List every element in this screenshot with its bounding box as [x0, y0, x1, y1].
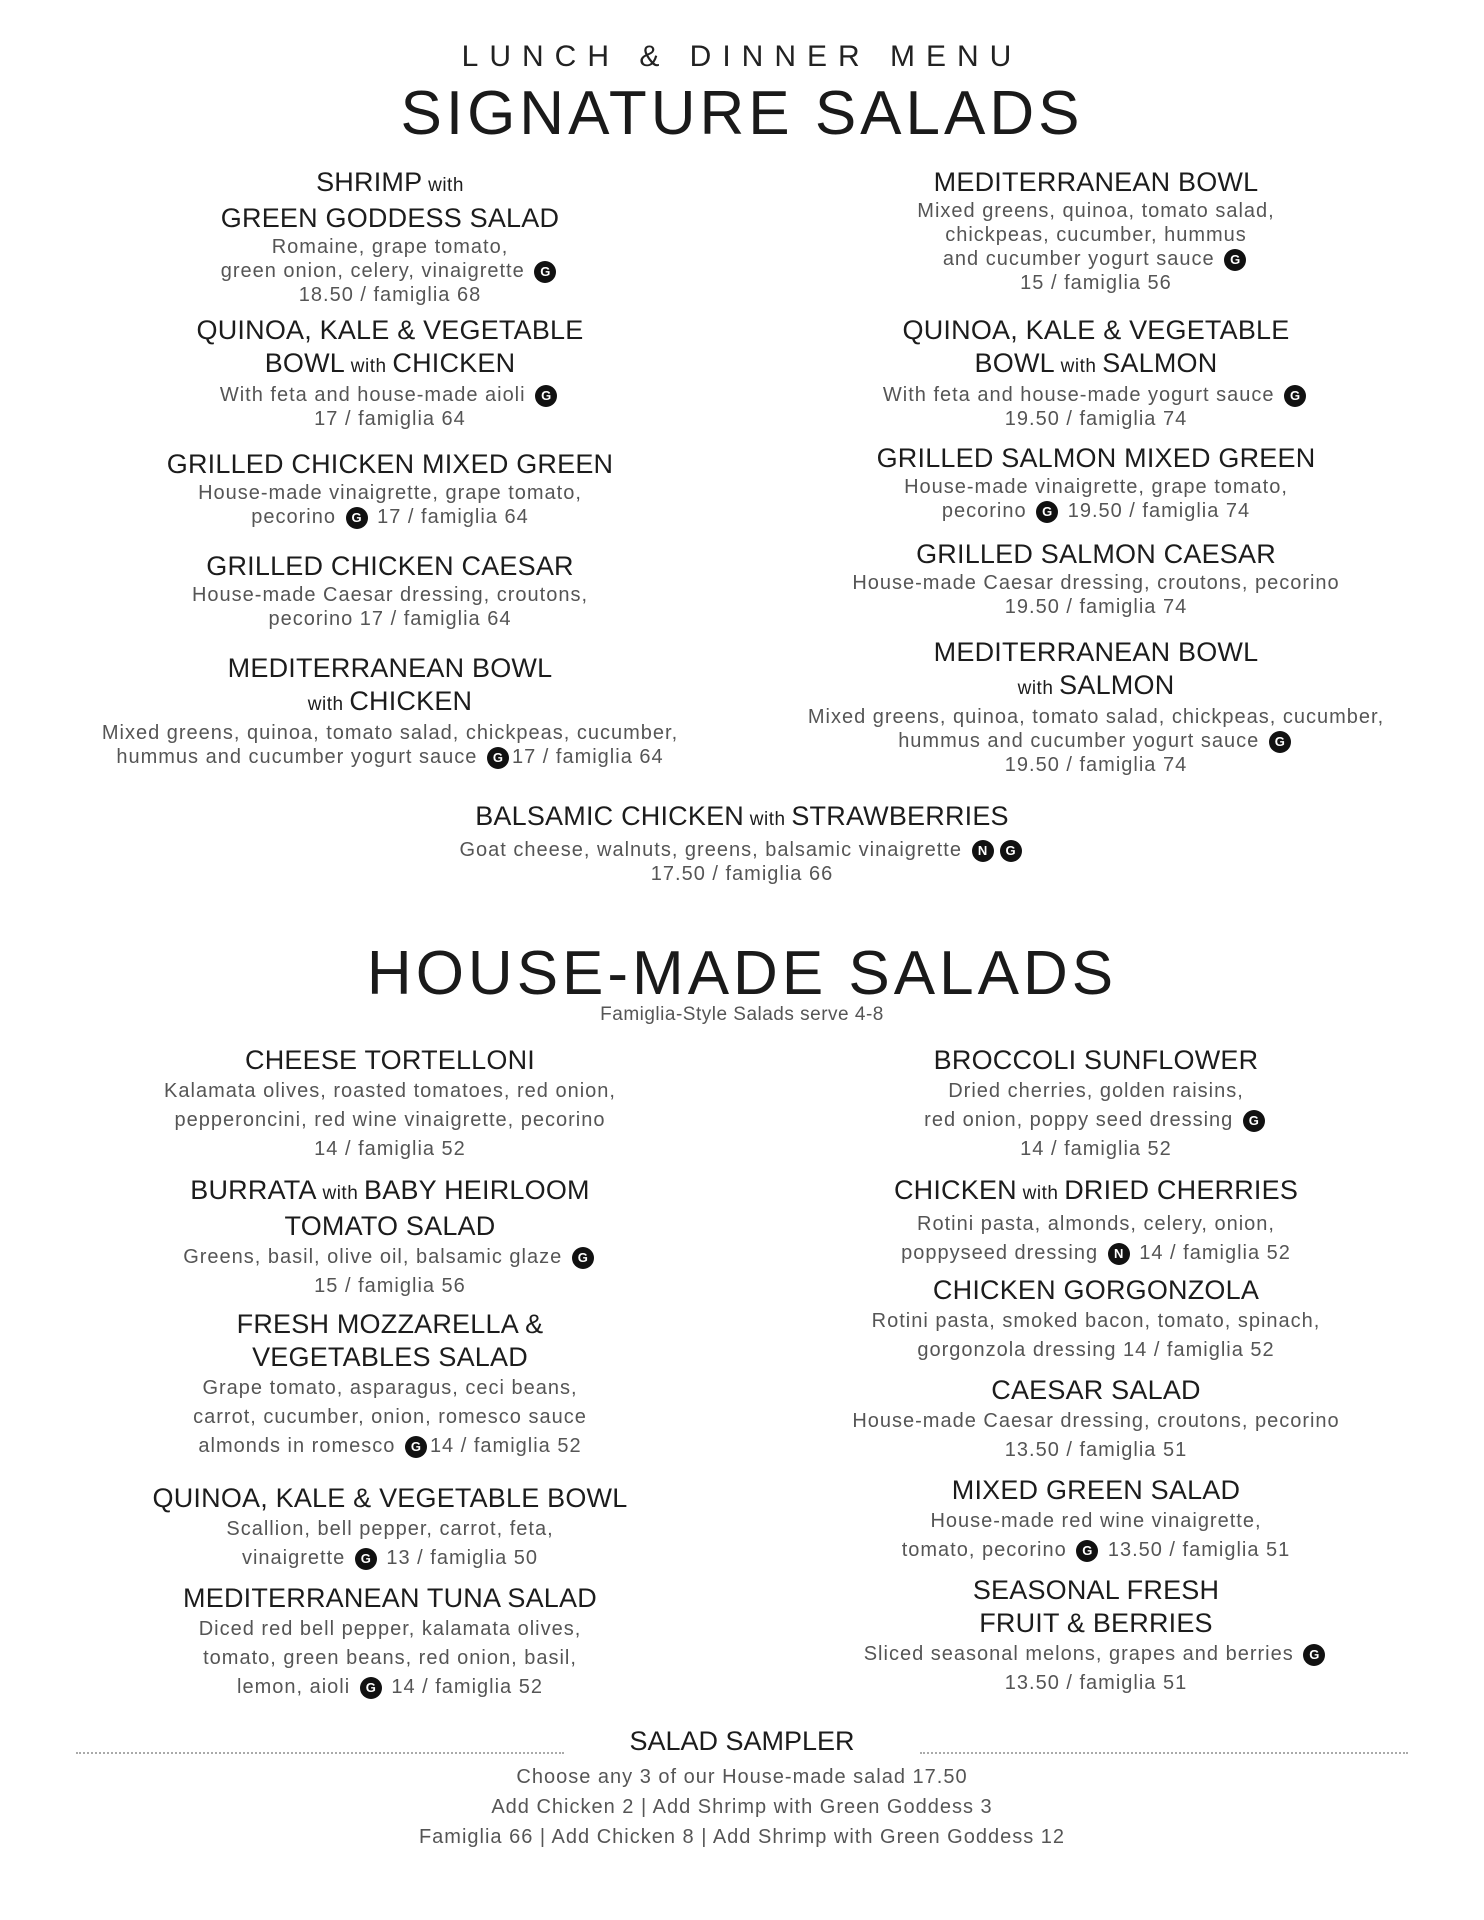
item-description-line2: tomato, pecorino G 13.50 / famiglia 51 — [901, 1539, 1291, 1561]
gluten-free-badge-icon: G — [1036, 501, 1058, 523]
gluten-free-badge-icon: G — [487, 747, 509, 769]
item-price: 15 / famiglia 56 — [1020, 272, 1172, 294]
item-description: Mixed greens, quinoa, tomato salad, — [917, 200, 1275, 222]
item-name: GRILLED SALMON MIXED GREEN — [876, 443, 1316, 473]
item-description-line3: almonds in romesco G 14 / famiglia 52 — [198, 1435, 582, 1457]
menu-item — [776, 1574, 1416, 1698]
sampler-line-2: Add Chicken 2 | Add Shrimp with Green Goddess 3 — [491, 1796, 993, 1818]
item-description-line2: chickpeas, cucumber, hummus — [945, 224, 1247, 246]
item-price: 19.50 / famiglia 74 — [1004, 596, 1188, 618]
item-price: 15 / famiglia 56 — [314, 1275, 466, 1297]
item-description-line3: and cucumber yogurt sauce G — [776, 247, 1416, 271]
item-name-line2: VEGETABLES SALAD — [252, 1342, 528, 1372]
item-description-line2: pepperoncini, red wine vinaigrette, pecorino — [174, 1109, 606, 1131]
gluten-free-badge-icon: G — [1243, 1110, 1265, 1132]
house-left-column — [70, 1044, 710, 1704]
item-name-line2: GREEN GODDESS SALAD — [220, 203, 560, 233]
item-description-line2: pecorino G 17 / famiglia 64 — [251, 506, 529, 528]
menu-item — [70, 314, 710, 431]
item-description-line2: hummus and cucumber yogurt sauce G 17 / famiglia 64 — [116, 746, 664, 768]
gluten-free-badge-icon: G — [534, 261, 556, 283]
sampler-line-3: Famiglia 66 | Add Chicken 8 | Add Shrimp with Green Goddess 12 — [418, 1826, 1066, 1848]
item-description-line2: pecorino 17 / famiglia 64 — [268, 608, 512, 630]
item-price: 19.50 / famiglia 74 — [1004, 754, 1188, 776]
item-description: Grape tomato, asparagus, ceci beans, — [202, 1377, 578, 1399]
item-description-line2: carrot, cucumber, onion, romesco sauce — [193, 1406, 587, 1428]
menu-item — [70, 1308, 710, 1461]
item-description-line2: poppyseed dressing N 14 / famiglia 52 — [901, 1242, 1291, 1264]
item-description: Rotini pasta, smoked bacon, tomato, spinach, — [871, 1310, 1321, 1332]
item-description-line2: pecorino G 19.50 / famiglia 74 — [941, 500, 1251, 522]
menu-item — [776, 1374, 1416, 1465]
item-name: CHEESE TORTELLONI — [245, 1045, 535, 1075]
item-name-line2: with CHICKEN — [307, 686, 473, 716]
menu-item — [776, 1174, 1416, 1268]
menu-item — [776, 1274, 1416, 1365]
sampler-title: SALAD SAMPLER — [629, 1726, 855, 1756]
gluten-free-badge-icon: G — [572, 1247, 594, 1269]
item-name: CAESAR SALAD — [991, 1375, 1201, 1405]
item-price: 13.50 / famiglia 51 — [1004, 1439, 1188, 1461]
item-name-line2: FRUIT & BERRIES — [979, 1608, 1213, 1638]
gluten-free-badge-icon: G — [355, 1548, 377, 1570]
menu-item — [776, 1044, 1416, 1164]
menu-item — [70, 166, 710, 307]
item-name-line2: BOWL with SALMON — [974, 348, 1218, 378]
item-name: SEASONAL FRESH — [972, 1575, 1220, 1605]
item-name: MEDITERRANEAN TUNA SALAD — [183, 1583, 597, 1613]
item-description: With feta and house-made yogurt sauce G — [776, 383, 1416, 407]
item-name-line2: with SALMON — [1017, 670, 1175, 700]
item-name: QUINOA, KALE & VEGETABLE BOWL — [152, 1483, 628, 1513]
item-name-line2: BOWL with CHICKEN — [264, 348, 516, 378]
menu-item — [70, 1582, 710, 1702]
item-description: Diced red bell pepper, kalamata olives, — [198, 1618, 582, 1640]
gluten-free-badge-icon: G — [1076, 1540, 1098, 1562]
menu-item — [776, 538, 1416, 619]
menu-item — [776, 166, 1416, 295]
menu-kicker: LUNCH & DINNER MENU — [461, 40, 1023, 73]
item-description: Mixed greens, quinoa, tomato salad, chickpeas, cucumber, — [101, 722, 679, 744]
item-description: House-made vinaigrette, grape tomato, — [198, 482, 582, 504]
item-description: Sliced seasonal melons, grapes and berries G — [776, 1640, 1416, 1669]
gluten-free-badge-icon: G — [535, 385, 557, 407]
item-name: MEDITERRANEAN BOWL — [933, 637, 1259, 667]
gluten-free-badge-icon: G — [360, 1677, 382, 1699]
item-name: BROCCOLI SUNFLOWER — [933, 1045, 1259, 1075]
menu-item — [70, 652, 710, 769]
item-name: BURRATA with BABY HEIRLOOM — [190, 1175, 590, 1205]
item-price: 14 / famiglia 52 — [314, 1138, 466, 1160]
signature-right-column — [776, 166, 1416, 776]
item-description-line2: hummus and cucumber yogurt sauce G — [776, 729, 1416, 753]
item-description-line2: gorgonzola dressing 14 / famiglia 52 — [917, 1339, 1275, 1361]
item-price: 17 / famiglia 64 — [314, 408, 466, 430]
item-description-line2: green onion, celery, vinaigrette G — [70, 259, 710, 283]
item-price: 14 / famiglia 52 — [1020, 1138, 1172, 1160]
signature-left-column — [70, 166, 710, 766]
item-description-line3: lemon, aioli G 14 / famiglia 52 — [237, 1676, 543, 1698]
item-description: Mixed greens, quinoa, tomato salad, chickpeas, cucumber, — [807, 706, 1385, 728]
menu-item — [70, 1482, 710, 1573]
gluten-free-badge-icon: G — [1269, 731, 1291, 753]
contains-nuts-badge-icon: N — [1108, 1243, 1130, 1265]
item-description-line2: red onion, poppy seed dressing G — [776, 1106, 1416, 1135]
item-description-line2: vinaigrette G 13 / famiglia 50 — [241, 1547, 539, 1569]
item-description-line2: tomato, green beans, red onion, basil, — [203, 1647, 577, 1669]
item-price: 13.50 / famiglia 51 — [1004, 1672, 1188, 1694]
item-name: QUINOA, KALE & VEGETABLE — [902, 315, 1290, 345]
menu-item — [70, 1174, 710, 1301]
item-price: 17.50 / famiglia 66 — [650, 863, 834, 885]
item-name: BALSAMIC CHICKEN with STRAWBERRIES — [475, 801, 1009, 831]
item-description: House-made vinaigrette, grape tomato, — [904, 476, 1288, 498]
item-description: Rotini pasta, almonds, celery, onion, — [917, 1213, 1275, 1235]
menu-item — [776, 314, 1416, 431]
contains-nuts-badge-icon: N — [972, 840, 994, 862]
menu-item — [70, 1044, 710, 1164]
item-name: FRESH MOZZARELLA & — [236, 1309, 544, 1339]
item-description: House-made Caesar dressing, croutons, pecorino — [852, 572, 1340, 594]
gluten-free-badge-icon: G — [346, 507, 368, 529]
item-name: MEDITERRANEAN BOWL — [227, 653, 553, 683]
item-price: 18.50 / famiglia 68 — [298, 284, 482, 306]
item-description: Scallion, bell pepper, carrot, feta, — [226, 1518, 554, 1540]
item-description: Goat cheese, walnuts, greens, balsamic vinaigrette N G — [0, 838, 1484, 862]
item-description: With feta and house-made aioli G — [70, 383, 710, 407]
item-name: GRILLED CHICKEN CAESAR — [206, 551, 574, 581]
item-description: House-made red wine vinaigrette, — [930, 1510, 1262, 1532]
item-description: House-made Caesar dressing, croutons, pecorino — [852, 1410, 1340, 1432]
gluten-free-badge-icon: G — [1284, 385, 1306, 407]
gluten-free-badge-icon: G — [1000, 840, 1022, 862]
item-name: CHICKEN GORGONZOLA — [932, 1275, 1260, 1305]
menu-item-balsamic-chicken — [0, 800, 1484, 886]
sampler-details — [0, 1762, 1484, 1852]
item-description: Kalamata olives, roasted tomatoes, red onion, — [164, 1080, 616, 1102]
item-name: GRILLED SALMON CAESAR — [916, 539, 1276, 569]
sampler-line-1: Choose any 3 of our House-made salad 17.50 — [516, 1766, 968, 1788]
item-name: GRILLED CHICKEN MIXED GREEN — [166, 449, 614, 479]
gluten-free-badge-icon: G — [405, 1436, 427, 1458]
item-description: Romaine, grape tomato, — [271, 236, 509, 258]
item-name: MIXED GREEN SALAD — [951, 1475, 1241, 1505]
menu-item — [776, 1474, 1416, 1565]
house-right-column — [776, 1044, 1416, 1704]
menu-item — [776, 636, 1416, 777]
item-description: House-made Caesar dressing, croutons, — [191, 584, 589, 606]
item-price: 19.50 / famiglia 74 — [1004, 408, 1188, 430]
gluten-free-badge-icon: G — [1303, 1644, 1325, 1666]
menu-item — [776, 442, 1416, 523]
item-description: Greens, basil, olive oil, balsamic glaze G — [70, 1243, 710, 1272]
signature-salads-title: SIGNATURE SALADS — [400, 79, 1084, 148]
item-name: MEDITERRANEAN BOWL — [933, 167, 1259, 197]
house-made-subtitle: Famiglia-Style Salads serve 4-8 — [600, 1004, 884, 1025]
item-description: Dried cherries, golden raisins, — [948, 1080, 1244, 1102]
menu-item — [70, 550, 710, 631]
item-name-line2: TOMATO SALAD — [284, 1211, 496, 1241]
menu-item — [70, 448, 710, 529]
item-name: CHICKEN with DRIED CHERRIES — [893, 1175, 1299, 1205]
gluten-free-badge-icon: G — [1224, 249, 1246, 271]
house-made-salads-title: HOUSE-MADE SALADS — [366, 939, 1118, 1008]
item-name: SHRIMP with — [316, 167, 464, 197]
item-name: QUINOA, KALE & VEGETABLE — [196, 315, 584, 345]
